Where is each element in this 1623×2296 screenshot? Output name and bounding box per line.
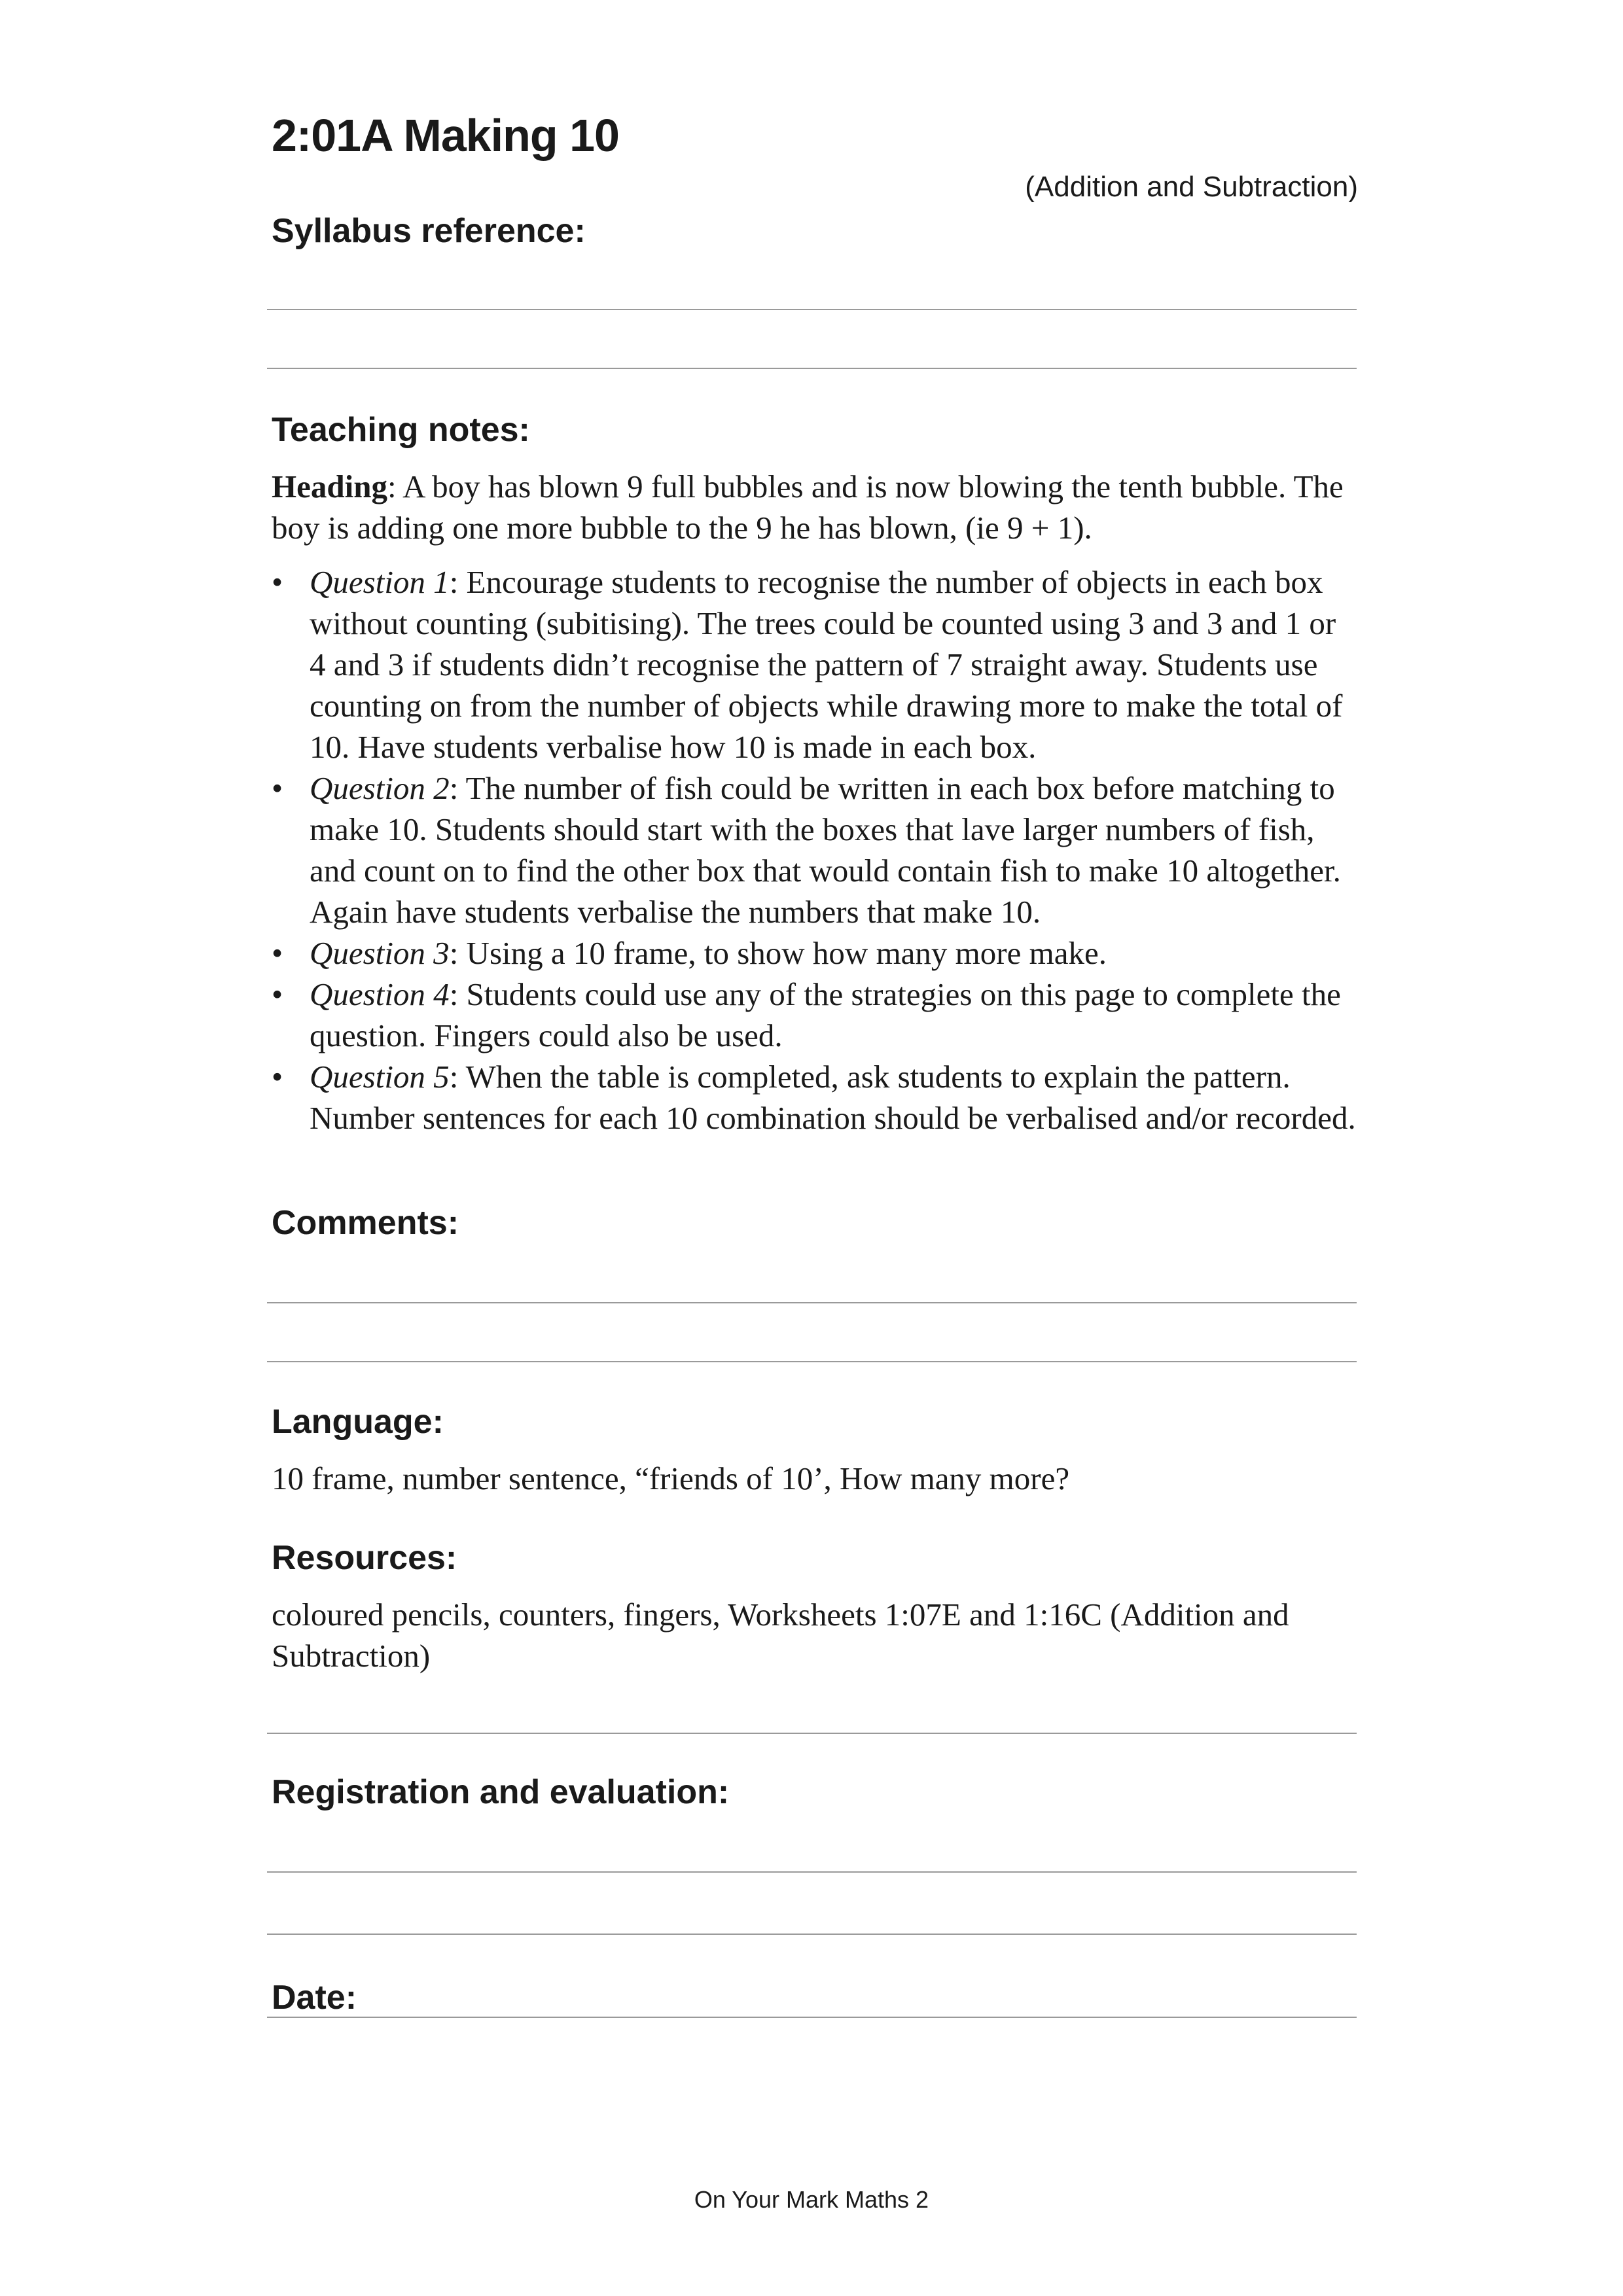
teaching-notes-heading: Teaching notes: bbox=[272, 411, 530, 449]
bullet-icon: • bbox=[272, 1059, 283, 1095]
list-item bbox=[272, 768, 1358, 932]
registration-heading: Registration and evaluation: bbox=[272, 1773, 730, 1811]
question-text: : Students could use any of the strategies on this page to complete the question. Fingers could also be used. bbox=[310, 976, 1341, 1053]
syllabus-rule-2 bbox=[267, 368, 1357, 369]
question-label: Question 1 bbox=[310, 564, 450, 600]
list-item bbox=[272, 1056, 1358, 1139]
question-text: : Using a 10 frame, to show how many more make. bbox=[449, 935, 1107, 971]
question-text: : The number of fish could be written in each box before matching to make 10. Students should start with the boxes that lave larger numbers of fish, and count on to find the other box that would contain fish to make 10 altogether. Again have students verbalise the numbers that make 10. bbox=[310, 770, 1341, 930]
syllabus-heading: Syllabus reference: bbox=[272, 212, 586, 250]
list-item bbox=[272, 974, 1358, 1056]
list-item bbox=[272, 932, 1358, 974]
intro-label: Heading bbox=[272, 468, 387, 504]
question-text: : When the table is completed, ask students to explain the pattern. Number sentences for each 10 combination should be verbalised and/or recorded. bbox=[310, 1059, 1356, 1136]
date-rule bbox=[267, 2017, 1357, 2018]
language-heading: Language: bbox=[272, 1403, 444, 1441]
teaching-notes-intro bbox=[272, 466, 1358, 548]
date-heading: Date: bbox=[272, 1979, 357, 2017]
question-label: Question 3 bbox=[310, 935, 450, 971]
bullet-icon: • bbox=[272, 935, 283, 971]
question-label: Question 5 bbox=[310, 1059, 450, 1095]
comments-heading: Comments: bbox=[272, 1204, 459, 1242]
syllabus-rule-1 bbox=[267, 309, 1357, 310]
question-label: Question 4 bbox=[310, 976, 450, 1012]
resources-text: coloured pencils, counters, fingers, Worksheets 1:07E and 1:16C (Addition and Subtraction) bbox=[272, 1597, 1289, 1674]
bullet-icon: • bbox=[272, 564, 283, 600]
bullet-icon: • bbox=[272, 976, 283, 1012]
question-label: Question 2 bbox=[310, 770, 450, 806]
language-text: 10 frame, number sentence, “friends of 10’, How many more? bbox=[272, 1460, 1070, 1496]
intro-text: : A boy has blown 9 full bubbles and is now blowing the tenth bubble. The boy is adding one more bubble to the 9 he has blown, (ie 9 + 1). bbox=[272, 468, 1344, 546]
comments-rule-1 bbox=[267, 1302, 1357, 1303]
list-item bbox=[272, 561, 1358, 768]
teaching-notes-list bbox=[272, 561, 1358, 1139]
resources-heading: Resources: bbox=[272, 1539, 457, 1577]
topic-subtitle: (Addition and Subtraction) bbox=[1025, 171, 1358, 203]
question-text: : Encourage students to recognise the number of objects in each box without counting (subitising). The trees could be counted using 3 and 3 and 1 or 4 and 3 if students didn’t recognise the pattern of 7 straight away. Students use counting on from the number of objects while drawing more to make the total of 10. Have students verbalise how 10 is made in each box. bbox=[310, 564, 1343, 765]
bullet-icon: • bbox=[272, 770, 283, 806]
registration-rule-1 bbox=[267, 1871, 1357, 1873]
page-footer: On Your Mark Maths 2 bbox=[694, 2186, 929, 2213]
comments-rule-2 bbox=[267, 1361, 1357, 1362]
registration-rule-2 bbox=[267, 1934, 1357, 1935]
page-title: 2:01A Making 10 bbox=[272, 110, 619, 161]
resources-rule bbox=[267, 1733, 1357, 1734]
